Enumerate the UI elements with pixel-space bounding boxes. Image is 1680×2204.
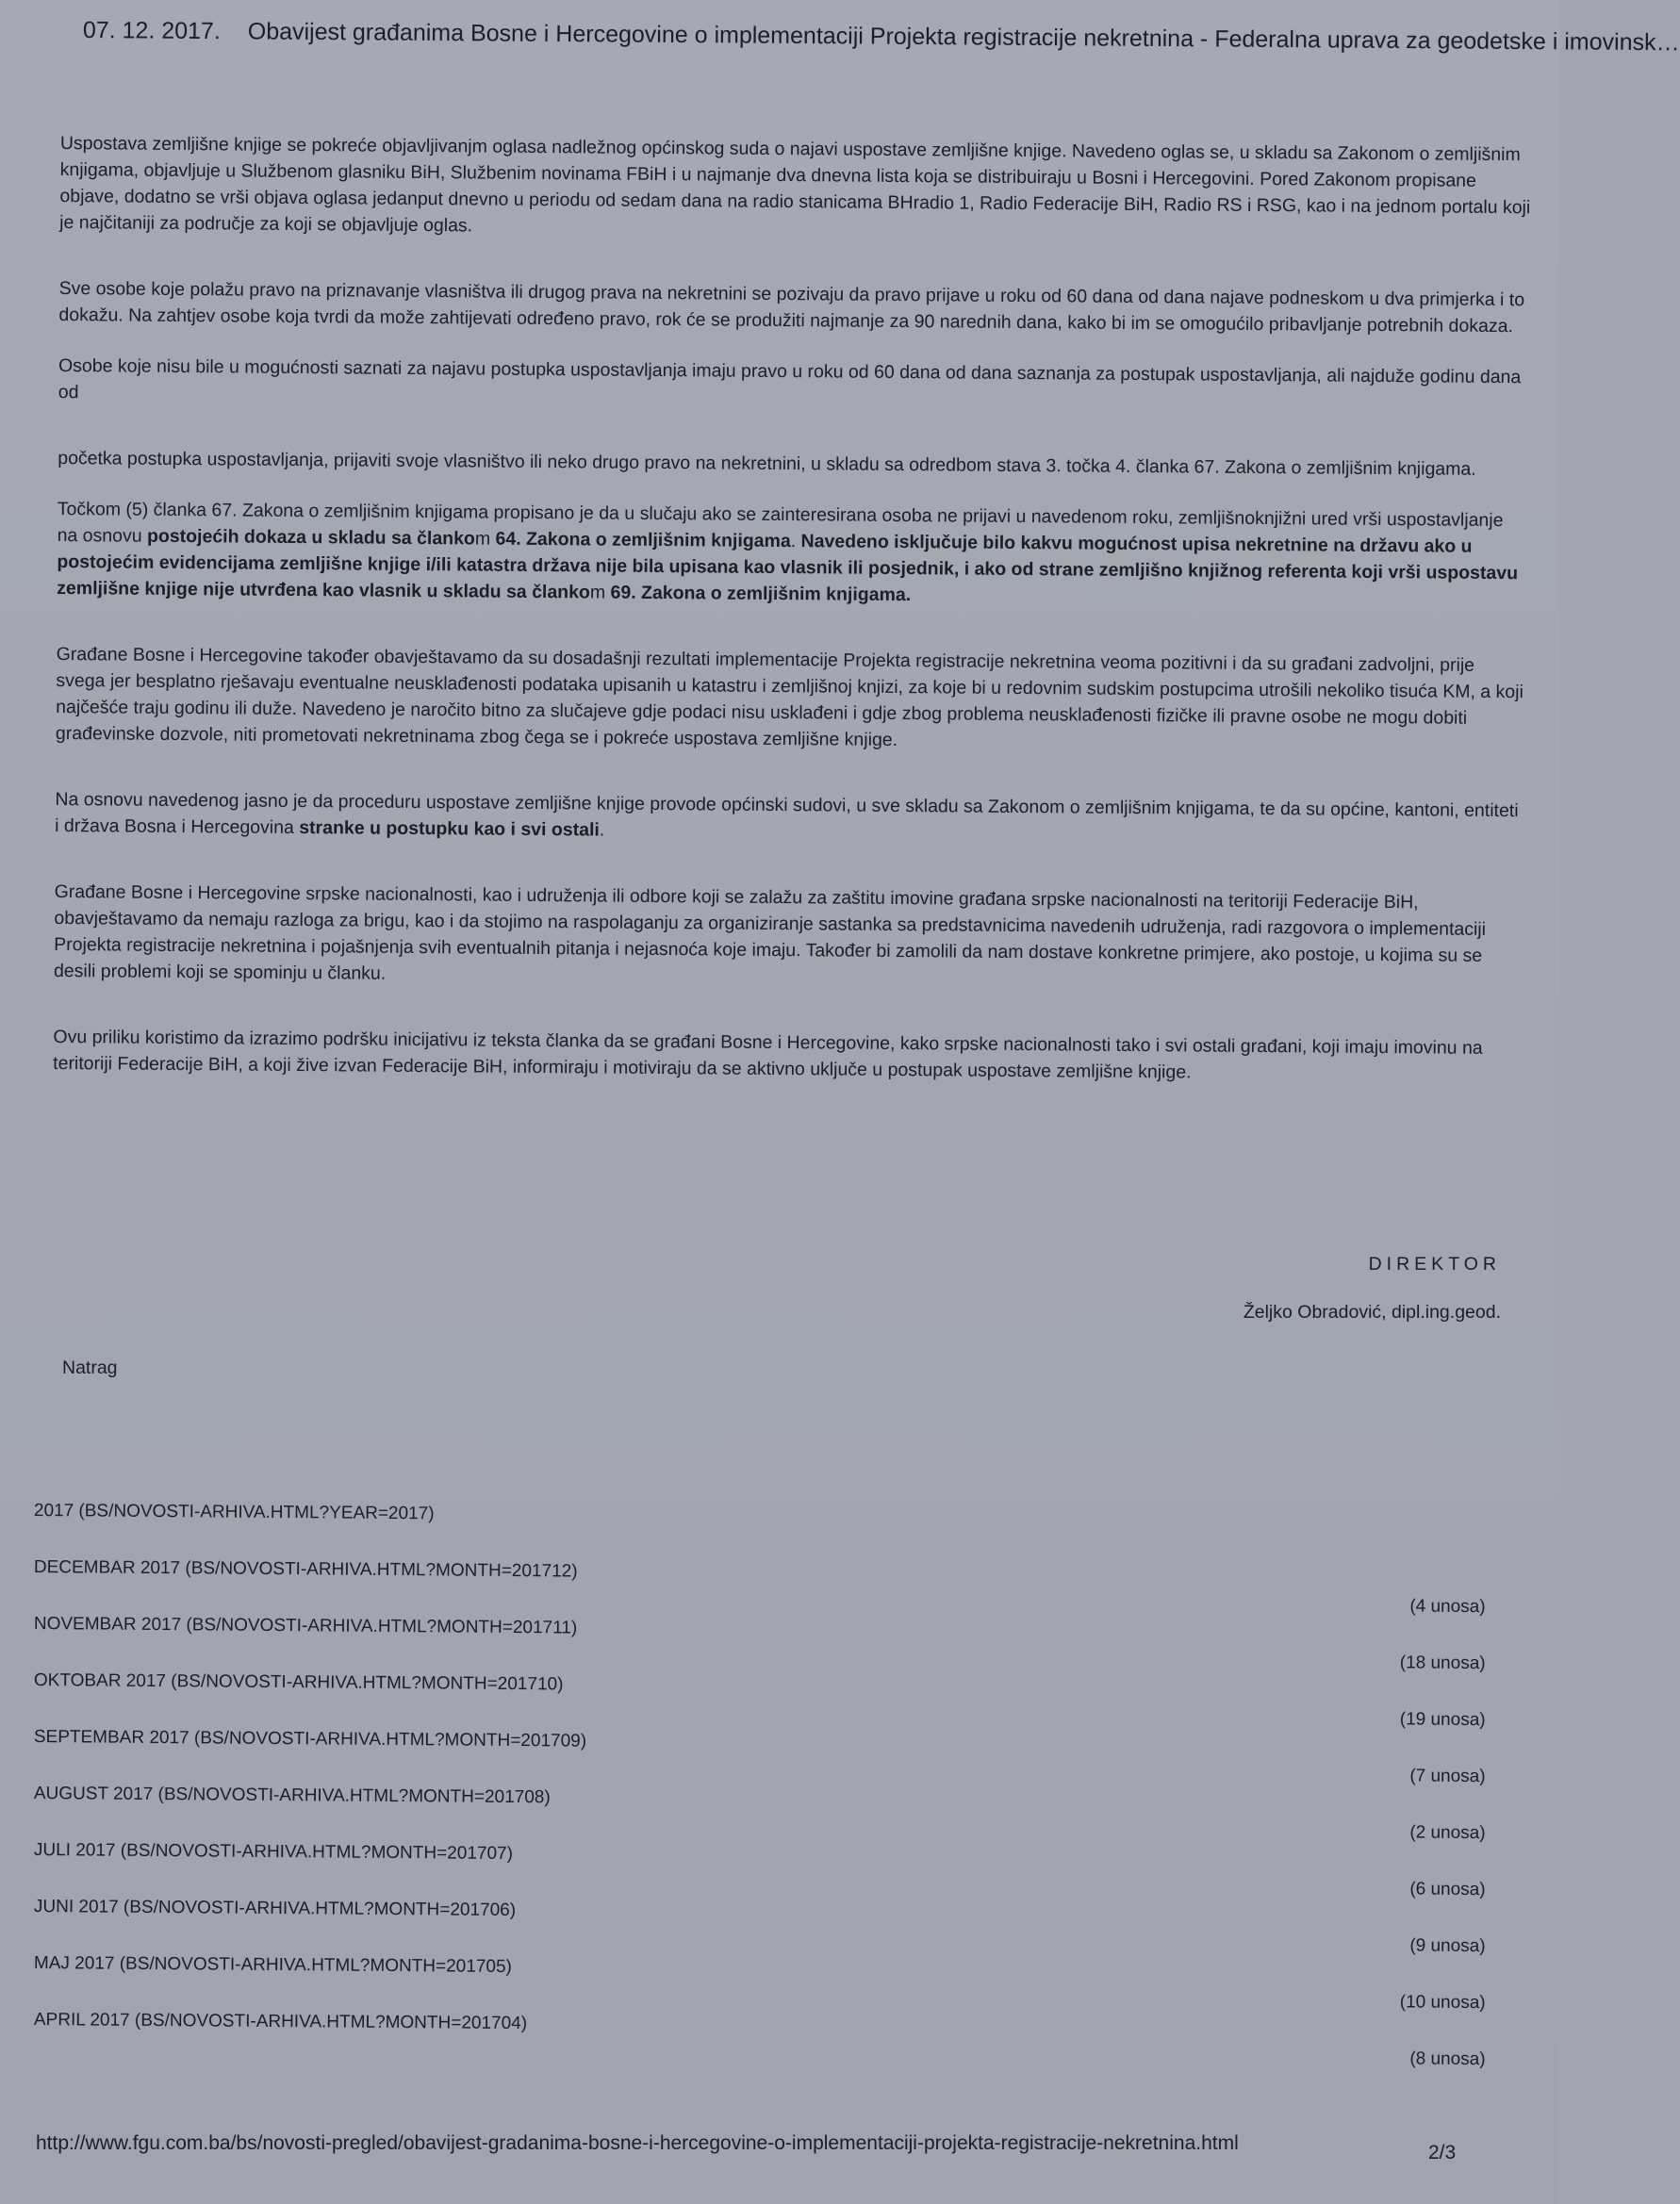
archive-count: (9 unosa) [1409, 1935, 1486, 1957]
page-header [82, 17, 1680, 57]
archive-count: (18 unosa) [1399, 1653, 1486, 1674]
paragraph-1: Uspostava zemljišne knjige se pokreće objavljivanjm oglasa nadležnog općinskog suda o najavi uspostave zemljišne knjige. Navedeno oglas se, u skladu sa Zakonom o zemljišnim knjigama, objavljuje u Službenom glasniku BiH, Službenim novinama FBiH i u najmanje dva dnevna lista koja se distribuiraju u Bosni i Hercegovini. Pored Zakonom propisane objave, dodatno se vrši objava oglasa jedanput dnevno u periodu od sedam dana na radio stanicama BHradio 1, Radio Federacije BiH, Radio RS i RSG, kao i na jednom portalu koji je najčitaniji za područje za koji se objavljuje oglas. [59, 132, 1531, 237]
bold-run: 64. Zakona o zemljišnim knjigama [495, 528, 791, 552]
signature-title: DIREKTOR [1368, 1254, 1501, 1275]
archive-link[interactable]: 2017 (BS/NOVOSTI-ARHIVA.HTML?YEAR=2017) [33, 1501, 435, 1524]
archive-link[interactable]: OKTOBAR 2017 (BS/NOVOSTI-ARHIVA.HTML?MONTH=201710) [33, 1670, 564, 1695]
paragraph-3: Osobe koje nisu bile u mogućnosti saznati za najavu postupka uspostavljanja imaju pravo u roku od 60 dana od dana saznanja za postupak uspostavljanja, ali najduže godinu dana od [58, 354, 1522, 403]
archive-link[interactable]: APRIL 2017 (BS/NOVOSTI-ARHIVA.HTML?MONTH=201704) [33, 2010, 528, 2034]
archive-link[interactable]: AUGUST 2017 (BS/NOVOSTI-ARHIVA.HTML?MONTH=201708) [33, 1784, 551, 1808]
archive-count: (19 unosa) [1399, 1709, 1486, 1731]
archive-row [34, 2010, 1486, 2078]
article-body [53, 130, 1531, 1112]
archive-list [33, 1501, 1486, 2070]
paragraph-2: Sve osobe koje polažu pravo na priznavanje vlasništva ili drugog prava na nekretnini se pozivaju da pravo prijave u roku od 60 dana od dana najave podneskom u dva primjerka i to dokažu. Na zahtjev osobe koja tvrdi da može zahtijevati određeno pravo, rok će se produžiti najmanje za 90 narednih dana, kako bi im se omogućilo pribavljanje potrebnih dokaza. [58, 277, 1525, 337]
archive-link[interactable]: JULI 2017 (BS/NOVOSTI-ARHIVA.HTML?MONTH=201707) [33, 1840, 514, 1864]
archive-link[interactable]: DECEMBAR 2017 (BS/NOVOSTI-ARHIVA.HTML?MONTH=201712) [33, 1557, 578, 1582]
archive-count: (8 unosa) [1409, 2048, 1486, 2070]
paragraph-7 [55, 786, 1525, 850]
bold-run: stranke u postupku kao i svi ostali [299, 817, 600, 841]
text-run: . [599, 819, 605, 841]
archive-count: (2 unosa) [1409, 1822, 1486, 1844]
archive-link[interactable]: NOVEMBAR 2017 (BS/NOVOSTI-ARHIVA.HTML?MONTH=201711) [33, 1614, 578, 1638]
bold-run: Navedeno isključuje bilo kakvu mogućnost upisa nekretnine na državu ako u postojećim evidencijama zemljišne knjige i/ili katastra država nije bila upisana kao vlasnik ili posjednik, i ako od strane zemljišno knjižnog referenta koji vrši uspostavu zemljišne knjige nije utvrđena kao vlasnik u skladu sa članko [57, 531, 1519, 603]
footer-url: http://www.fgu.com.ba/bs/novosti-pregled/obavijest-gradanima-bosne-i-hercegovine-o-implementaciji-projekta-registracije-nekretnina.html [36, 2132, 1239, 2154]
page-number: 2/3 [1428, 2142, 1457, 2163]
signature-name: Željko Obradović, dipl.ing.geod. [1243, 1302, 1501, 1323]
archive-link[interactable]: MAJ 2017 (BS/NOVOSTI-ARHIVA.HTML?MONTH=201705) [33, 1953, 512, 1977]
text-run: Točkom (5) članka 67. Zakona o zemljišnim knjigama propisano je da u slučaju ako se zainteresirana osoba ne prijavi u navedenom roku, zemljišnoknjižni ured vrši uspostavljanje na osnovu [57, 498, 1504, 547]
archive-count: (4 unosa) [1409, 1596, 1486, 1618]
archive-count: (10 unosa) [1399, 1992, 1486, 2014]
text-run: m [474, 528, 496, 550]
archive-link[interactable]: SEPTEMBAR 2017 (BS/NOVOSTI-ARHIVA.HTML?MONTH=201709) [33, 1727, 587, 1752]
back-link[interactable]: Natrag [62, 1357, 118, 1378]
paragraph-9: Ovu priliku koristimo da izrazimo podršku inicijativu iz teksta članka da se građani Bosne i Hercegovine, kako srpske nacionalnosti tako i svi ostali građani, koji imaju imovinu na teritoriji Federacije BiH, a koji žive izvan Federacije BiH, informiraju i motiviraju da se aktivno uključe u postupak uspostave zemljišne knjige. [53, 1026, 1483, 1083]
text-run: . [790, 531, 801, 552]
bold-run: postojećih dokaza u skladu sa članko [146, 525, 475, 550]
text-run: m [589, 582, 611, 603]
archive-count: (7 unosa) [1409, 1766, 1486, 1787]
page-title: Obavijest građanima Bosne i Hercegovine o implementaciji Projekta registracije nekretnina - Federalna uprava za geodetske i imovinsk… [247, 18, 1680, 57]
paragraph-5 [57, 496, 1528, 613]
print-date: 07. 12. 2017. [82, 17, 221, 45]
paragraph-6: Građane Bosne i Hercegovine također obavještavamo da su dosadašnji rezultati implementacije Projekta registracije nekretnina veoma pozitivni i da su građani zadvoljni, prije svega jer besplatno rješavaju eventualne neusklađenosti podataka upisanih u katastru i zemljišnoj knjizi, za koje bi u redovnim sudskim postupcima utrošili nekoliko tisuća KM, a koji najčešće traju godinu ili duže. Navedeno je naročito bitno za slučajeve gdje podaci nisu usklađeni i gdje zbog problema neusklađenosti fizičke ili pravne osobe ne mogu dobiti građevinske dozvole, niti prometovati nekretninama zbog čega se i pokreće uspostava zemljišne knjige. [55, 643, 1524, 750]
bold-run: 69. Zakona o zemljišnim knjigama. [610, 582, 912, 606]
signature-block [1244, 1254, 1501, 1324]
archive-link[interactable]: JUNI 2017 (BS/NOVOSTI-ARHIVA.HTML?MONTH=201706) [33, 1897, 517, 1921]
paragraph-4: početka postupka uspostavljanja, prijaviti svoje vlasništvo ili neko drugo pravo na nekretnini, u skladu sa odredbom stava 3. točka 4. članka 67. Zakona o zemljišnim knjigama. [58, 447, 1476, 480]
text-run: Na osnovu navedenog jasno je da proceduru uspostave zemljišne knjige provode općinski sudovi, u sve skladu sa Zakonom o zemljišnim knjigama, te da su općine, kantoni, entiteti i država Bosna i Hercegovina [55, 788, 1519, 839]
archive-count: (6 unosa) [1409, 1879, 1486, 1900]
paragraph-8: Građane Bosne i Hercegovine srpske nacionalnosti, kao i udruženja ili odbore koji se zalažu za zaštitu imovine građana srpske nacionalnosti na teritoriji Federacije BiH, obavještavamo da nemaju razloga za brigu, kao i da stojimo na raspolaganju za organiziranje sastanka sa predstavnicima navedenih udruženja, radi razgovora o implementaciji Projekta registracije nekretnina i pojašnjenja svih eventualnih pitanja i nejasnoća koje imaju. Također bi zamolili da nam dostave konkretne primjere, ako postoje, u kojima su se desili problemi koji se spominju u članku. [53, 880, 1487, 984]
